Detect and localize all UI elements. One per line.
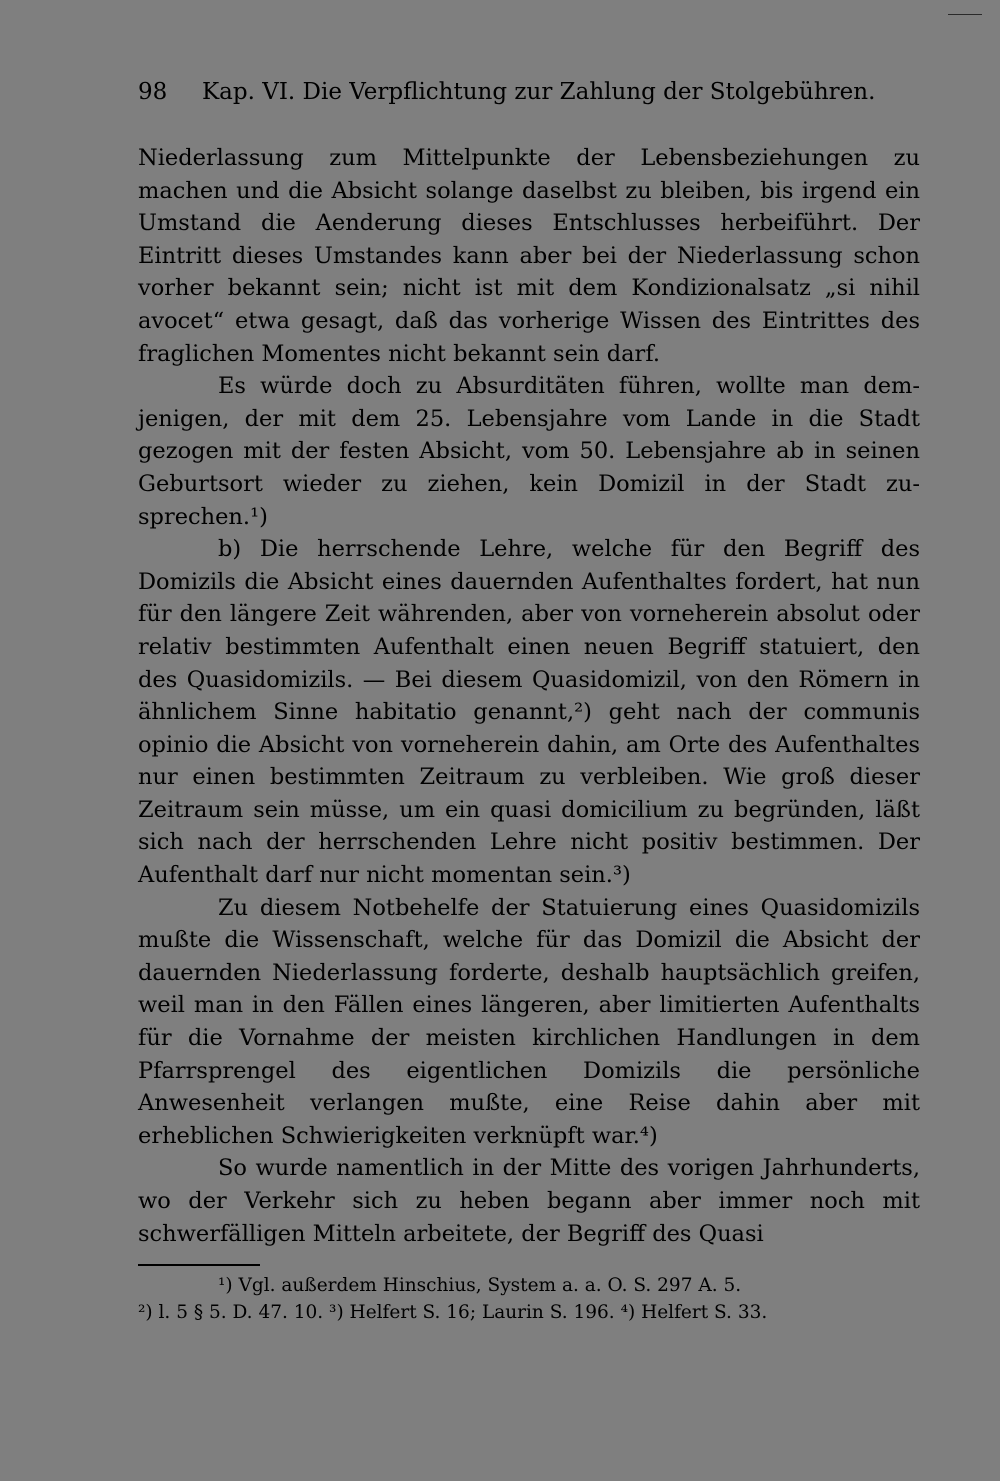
body-text: [138, 142, 920, 1250]
page: [138, 72, 920, 1326]
paragraph-continuation: Niederlassung zum Mittelpunkte der Lebensbeziehungen zu machen und die Absicht solange daselbst zu bleiben, bis irgend ein Umstand die Aenderung dieses Entschlusses herbeiführt. Der Eintritt dieses Umstandes kann aber bei der Niederlassung schon vorher bekannt sein; nicht ist mit dem Kondizionalsatz „si nihil avocet“ etwa gesagt, daß das vorherige Wissen des Eintrittes des fraglichen Momentes nicht bekannt sein darf.: [138, 145, 920, 367]
paragraph: So wurde namentlich in der Mitte des vorigen Jahrhunderts, wo der Verkehr sich zu heben begann aber immer noch mit schwerfälligen Mitteln arbeitete, der Begriff des Quasi: [138, 1155, 920, 1247]
footnotes: [138, 1272, 920, 1326]
running-header: [138, 72, 920, 112]
running-title: Kap. VI. Die Verpflichtung zur Zahlung der Stolgebühren.: [202, 79, 876, 105]
paragraph: Es würde doch zu Absurditäten führen, wollte man demjenigen, der mit dem 25. Lebensjahre vom Lande in die Stadt gezogen mit der festen Absicht, vom 50. Lebensjahre ab in seinen Geburtsort wieder zu ziehen, kein Domizil in der Stadt zusprechen.¹): [138, 373, 920, 530]
footnote: ²) l. 5 § 5. D. 47. 10. ³) Helfert S. 16; Laurin S. 196. ⁴) Helfert S. 33.: [138, 1302, 768, 1324]
page-number: 98: [138, 79, 168, 105]
footnote-separator: [138, 1264, 260, 1266]
top-corner-rule: [948, 14, 982, 15]
paragraph: b) Die herrschende Lehre, welche für den Begriff des Domizils die Absicht eines dauernden Aufenthaltes fordert, hat nun für den längere Zeit währenden, aber von vorneherein absolut oder relativ bestimmten Aufenthalt einen neuen Begriff statuiert, den des Quasidomizils. — Bei diesem Quasidomizil, von den Römern in ähnlichem Sinne habitatio genannt,²) geht nach der communis opinio die Absicht von vorneherein dahin, am Orte des Aufenthaltes nur einen bestimmten Zeitraum zu verbleiben. Wie groß dieser Zeitraum sein müsse, um ein quasi domicilium zu begründen, läßt sich nach der herrschenden Lehre nicht positiv bestimmen. Der Aufenthalt darf nur nicht momentan sein.³): [138, 536, 920, 889]
paragraph: Zu diesem Notbehelfe der Statuierung eines Quasidomizils mußte die Wissenschaft, welche für das Domizil die Absicht der dauernden Niederlassung forderte, deshalb hauptsächlich greifen, weil man in den Fällen eines längeren, aber limitierten Aufenthalts für die Vornahme der meisten kirchlichen Handlungen in dem Pfarrsprengel des eigentlichen Domizils die persönliche Anwesenheit verlangen mußte, eine Reise dahin aber mit erheblichen Schwierigkeiten verknüpft war.⁴): [138, 894, 920, 1149]
footnote: ¹) Vgl. außerdem Hinschius, System a. a. O. S. 297 A. 5.: [218, 1275, 742, 1297]
